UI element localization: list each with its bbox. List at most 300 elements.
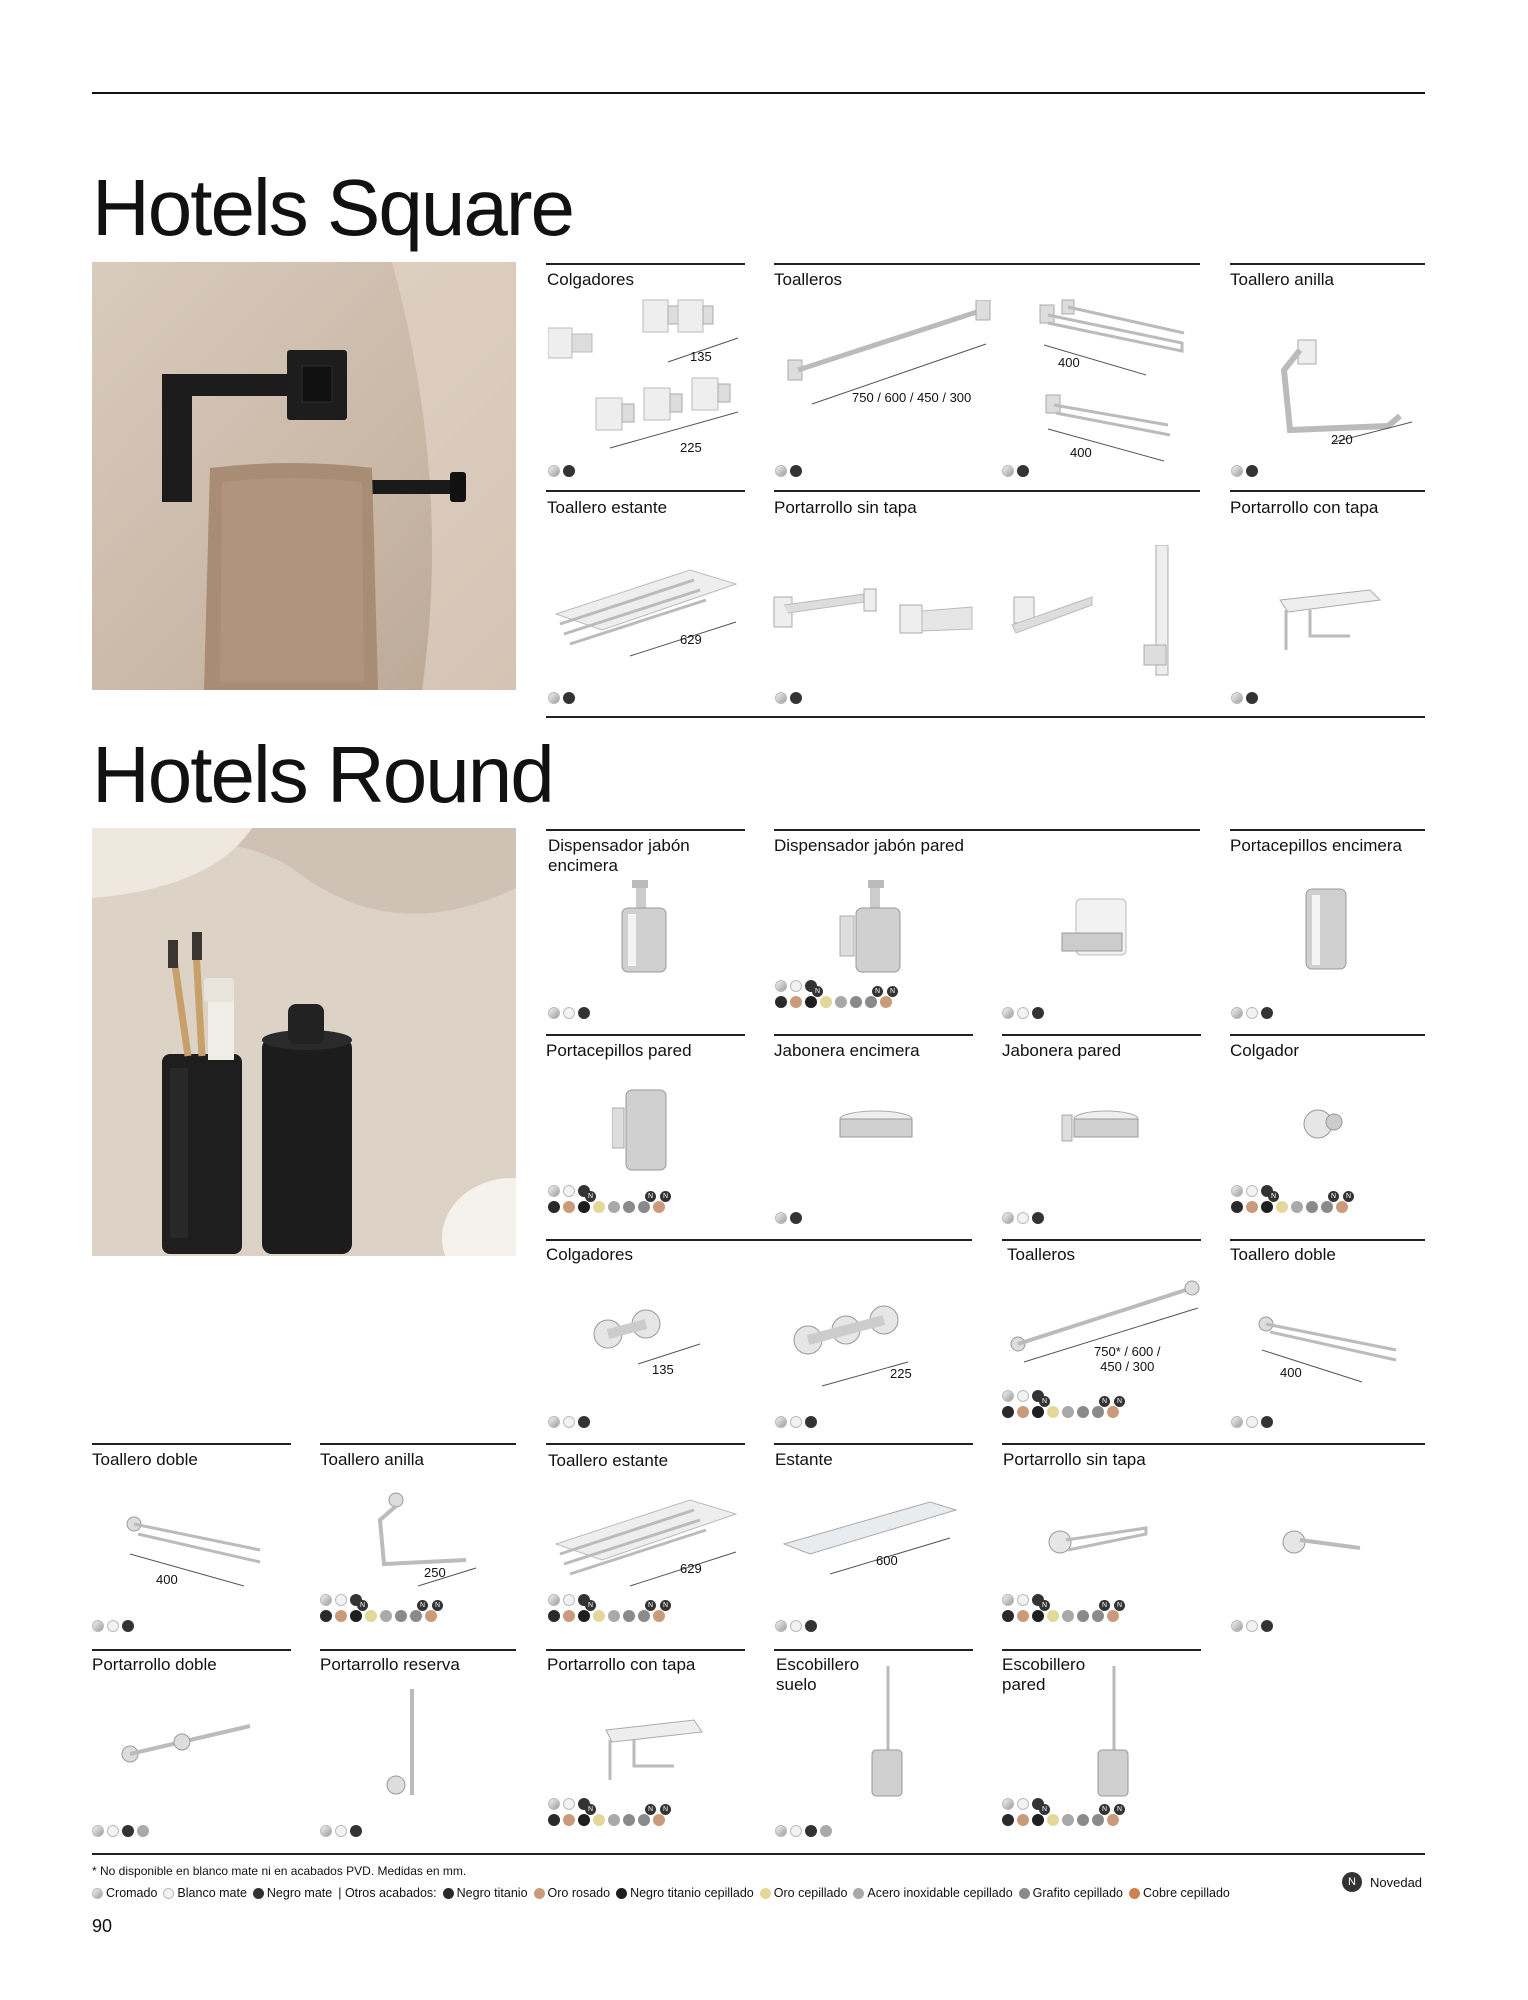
novedad-icon: N [585, 1600, 596, 1611]
finish-swatch [563, 1798, 575, 1810]
finish-swatch [1077, 1814, 1089, 1826]
swatches [548, 692, 575, 704]
dim-toalleros: 750* / 600 / 450 / 300 [1094, 1344, 1161, 1374]
finish-swatch [1062, 1406, 1074, 1418]
rule [546, 1239, 972, 1241]
label-toallero-estante: Toallero estante [548, 1451, 669, 1470]
finish-swatch [775, 996, 787, 1008]
square-roll-lid-image [1270, 580, 1390, 660]
finish-swatch [1002, 1390, 1014, 1402]
finish-swatch [1246, 1620, 1258, 1632]
novedad-icon: N [1114, 1804, 1125, 1815]
finish-swatch [608, 1201, 620, 1213]
finish-swatch [122, 1825, 134, 1837]
finish-swatch [1017, 1610, 1029, 1622]
finish-swatch [350, 1602, 366, 1622]
soap-dispenser-glass-image [1060, 895, 1140, 975]
swatches [775, 692, 802, 704]
finish-swatch [790, 1825, 802, 1837]
finish-swatch [548, 1185, 560, 1197]
finish-swatch [608, 1610, 620, 1622]
round-double-roll-image [120, 1712, 260, 1772]
dim-c2: 225 [680, 440, 702, 455]
finish-swatch [1092, 1806, 1108, 1826]
legend-item [760, 1886, 848, 1900]
swatches [1231, 1416, 1273, 1428]
finish-swatch [638, 1193, 654, 1213]
finish-swatch [1077, 1610, 1089, 1622]
swatches-extended [548, 1798, 669, 1826]
label-colgador: Colgador [1230, 1041, 1299, 1060]
finish-swatch [775, 692, 787, 704]
label-portarrollo-sin-tapa: Portarrollo sin tapa [1003, 1450, 1146, 1469]
dim-colg1: 135 [652, 1362, 674, 1377]
finish-swatch [1231, 1201, 1243, 1213]
round-double-bar-image-2 [120, 1510, 280, 1590]
finish-swatch [775, 1416, 787, 1428]
round-spare-roll-image [384, 1685, 424, 1805]
floor-toilet-brush-image [866, 1660, 906, 1810]
novedad-icon: N [660, 1804, 671, 1815]
finish-swatch [790, 465, 802, 477]
novedad-icon: N [645, 1804, 656, 1815]
label-portarrollo-doble: Portarrollo doble [92, 1655, 217, 1674]
finish-swatch [1246, 1416, 1258, 1428]
label-estante: Estante [775, 1450, 833, 1469]
finish-swatch [1231, 1007, 1243, 1019]
finish-swatch [1017, 1814, 1029, 1826]
dim-t3: 400 [1070, 445, 1092, 460]
page-number: 90 [92, 1916, 113, 1936]
legend-label: Acero inoxidable cepillado [867, 1886, 1013, 1900]
novedad-icon: N [1114, 1396, 1125, 1407]
finish-swatch [534, 1888, 545, 1899]
legend-item [163, 1886, 246, 1900]
label-escob-pared: Escobillero pared [1002, 1655, 1086, 1694]
finish-swatch [548, 1416, 560, 1428]
finish-swatch [1032, 1398, 1048, 1418]
rule [320, 1649, 516, 1651]
dim-tdoble: 400 [1280, 1365, 1302, 1380]
soap-dispenser-counter-image [612, 880, 682, 980]
finish-swatch [608, 1814, 620, 1826]
finish-swatch [1077, 1406, 1089, 1418]
finish-swatch [563, 1185, 575, 1197]
finish-swatch [790, 1416, 802, 1428]
finish-swatch [1231, 1416, 1243, 1428]
finish-swatch [563, 1594, 575, 1606]
finish-swatch [548, 465, 560, 477]
finish-swatch [1306, 1201, 1318, 1213]
square-shelf-image [550, 560, 740, 660]
finish-swatch [1246, 1007, 1258, 1019]
rule [546, 1649, 745, 1651]
finish-swatch [425, 1602, 441, 1622]
soap-dish-counter-image [836, 1105, 916, 1155]
legend-label: Oro rosado [547, 1886, 611, 1900]
finish-swatch [1092, 1602, 1108, 1622]
finish-swatch [563, 1416, 575, 1428]
dim-estante: 600 [876, 1553, 898, 1568]
legend-separator: | Otros acabados: [338, 1886, 437, 1900]
finish-swatch [1261, 1620, 1273, 1632]
swatches-extended [1231, 1185, 1352, 1213]
label-toallero-anilla: Toallero anilla [320, 1450, 424, 1469]
finish-swatch [107, 1620, 119, 1632]
legend-item [443, 1886, 528, 1900]
finish-swatch [1002, 1594, 1014, 1606]
finish-swatch [380, 1610, 392, 1622]
round-hooks-image [590, 1290, 910, 1390]
finish-swatch [395, 1610, 407, 1622]
soap-dish-wall-image [1060, 1105, 1140, 1155]
finish-swatch [1002, 1814, 1014, 1826]
novedad-icon: N [812, 986, 823, 997]
finish-swatch [92, 1888, 103, 1899]
rule [546, 1443, 745, 1445]
finish-swatch [548, 1610, 560, 1622]
dim-anilla: 250 [424, 1565, 446, 1580]
finish-swatch [1062, 1814, 1074, 1826]
finish-swatch [1261, 1193, 1277, 1213]
toothbrush-holder-wall-image [612, 1088, 672, 1174]
rule [546, 716, 1425, 718]
top-rule [92, 92, 1425, 94]
square-roll-holders-image [772, 545, 1212, 685]
finish-swatch [1017, 465, 1029, 477]
finish-swatch [1017, 1406, 1029, 1418]
swatches [775, 1212, 802, 1224]
finish-swatch [578, 1416, 590, 1428]
finish-swatch [1002, 1406, 1014, 1418]
finish-swatch [163, 1888, 174, 1899]
finish-swatch [92, 1620, 104, 1632]
swatches [775, 1416, 817, 1428]
finish-swatch [1032, 1007, 1044, 1019]
finish-swatch [1047, 1610, 1059, 1622]
rule [92, 1649, 291, 1651]
finish-swatch [1261, 1007, 1273, 1019]
rule [92, 1853, 1425, 1855]
finish-swatch [593, 1814, 605, 1826]
swatches-extended [548, 1185, 669, 1213]
novedad-icon: N [1099, 1396, 1110, 1407]
finish-swatch [548, 1594, 560, 1606]
swatches [92, 1620, 134, 1632]
label-toallero-doble: Toallero doble [1230, 1245, 1336, 1264]
label-portarrollo-reserva: Portarrollo reserva [320, 1655, 460, 1674]
rule [1230, 829, 1425, 831]
finish-swatch [1002, 1212, 1014, 1224]
label-disp-pared: Dispensador jabón pared [774, 836, 964, 855]
swatches [548, 465, 575, 477]
finish-swatch [653, 1193, 669, 1213]
round-shelf-towel-image [550, 1490, 740, 1590]
finish-swatch [1032, 1602, 1048, 1622]
swatches [1231, 1620, 1273, 1632]
swatches [92, 1825, 149, 1837]
finish-swatch [1092, 1398, 1108, 1418]
finish-swatch [1002, 1798, 1014, 1810]
finish-swatch [653, 1602, 669, 1622]
soap-dispenser-wall-image [838, 880, 908, 980]
label-toallero-anilla: Toallero anilla [1230, 270, 1334, 289]
label-disp-encimera: Dispensador jabón encimera [548, 836, 690, 875]
novedad-icon: N [1099, 1600, 1110, 1611]
dim-estante-t: 629 [680, 1561, 702, 1576]
wall-toilet-brush-image [1092, 1660, 1132, 1810]
label-colgadores: Colgadores [547, 270, 634, 289]
novedad-icon: N [1039, 1396, 1050, 1407]
finish-swatch [563, 1814, 575, 1826]
swatches [1002, 465, 1029, 477]
rule [546, 263, 745, 265]
finish-swatch [1107, 1806, 1123, 1826]
novedad-icon: N [1039, 1600, 1050, 1611]
finish-swatch [805, 1825, 817, 1837]
finish-swatch [790, 692, 802, 704]
finish-swatch [1336, 1193, 1352, 1213]
finish-swatch [638, 1602, 654, 1622]
legend-label: Negro mate [266, 1886, 333, 1900]
finish-swatch [563, 1201, 575, 1213]
finish-legend [92, 1886, 1230, 1900]
label-jabonera-encimera: Jabonera encimera [774, 1041, 920, 1060]
finish-swatch [853, 1888, 864, 1899]
finish-swatch [1291, 1201, 1303, 1213]
finish-swatch [790, 1212, 802, 1224]
rule [546, 490, 745, 492]
swatches [1231, 465, 1258, 477]
novedad-badge [1342, 1872, 1422, 1892]
finish-swatch [443, 1888, 454, 1899]
swatches-extended [775, 980, 896, 1008]
swatches [1002, 1212, 1044, 1224]
finish-swatch [1017, 1007, 1029, 1019]
finish-swatch [805, 1620, 817, 1632]
rule [1230, 1034, 1425, 1036]
rule [1230, 263, 1425, 265]
label-escob-suelo: Escobillero suelo [776, 1655, 860, 1694]
finish-swatch [760, 1888, 771, 1899]
finish-swatch [1231, 692, 1243, 704]
legend-label: Cromado [106, 1886, 158, 1900]
finish-swatch [320, 1594, 332, 1606]
finish-swatch [775, 1620, 787, 1632]
finish-swatch [563, 1610, 575, 1622]
finish-swatch [1019, 1888, 1030, 1899]
legend-label: Blanco mate [177, 1886, 247, 1900]
finish-swatch [790, 996, 802, 1008]
legend-item [853, 1886, 1012, 1900]
finish-swatch [1017, 1594, 1029, 1606]
finish-swatch [578, 1806, 594, 1826]
finish-swatch [593, 1201, 605, 1213]
section-title-round: Hotels Round [92, 730, 553, 819]
rule [320, 1443, 516, 1445]
novedad-icon: N [1039, 1804, 1050, 1815]
finish-swatch [137, 1825, 149, 1837]
square-double-bar-image [1034, 295, 1194, 465]
finish-swatch [1246, 1185, 1258, 1197]
finish-swatch [616, 1888, 627, 1899]
label-toallero-doble: Toallero doble [92, 1450, 198, 1469]
rule [546, 829, 745, 831]
novedad-icon: N [887, 986, 898, 997]
finish-swatch [1246, 692, 1258, 704]
square-hooks-image [548, 280, 748, 450]
finish-swatch [563, 1007, 575, 1019]
rule [1230, 1239, 1425, 1241]
swatches [775, 1620, 817, 1632]
finish-swatch [775, 980, 787, 992]
finish-swatch [548, 1201, 560, 1213]
finish-swatch [1017, 1212, 1029, 1224]
toothbrush-holder-counter-image [1302, 885, 1352, 975]
legend-item [534, 1886, 611, 1900]
legend-item [616, 1886, 754, 1900]
rule [546, 1034, 745, 1036]
swatches [1231, 1007, 1273, 1019]
legend-label: Oro cepillado [773, 1886, 848, 1900]
rule [1002, 1034, 1201, 1036]
dim-c1: 135 [690, 349, 712, 364]
finish-swatch [1107, 1602, 1123, 1622]
novedad-icon: N [645, 1600, 656, 1611]
finish-swatch [548, 1798, 560, 1810]
finish-swatch [1261, 1416, 1273, 1428]
label-toalleros: Toalleros [774, 270, 843, 289]
finish-swatch [1002, 1007, 1014, 1019]
round-double-bar-image [1250, 1310, 1410, 1390]
finish-swatch [548, 1007, 560, 1019]
novedad-icon: N [660, 1600, 671, 1611]
finish-swatch [653, 1806, 669, 1826]
legend-label: Grafito cepillado [1032, 1886, 1123, 1900]
rule [774, 1034, 973, 1036]
swatches-extended [548, 1594, 669, 1622]
finish-swatch [623, 1201, 635, 1213]
swatches [1231, 692, 1258, 704]
rule [92, 1443, 291, 1445]
rule [774, 1649, 973, 1651]
rule [1002, 1239, 1201, 1241]
dim-colg2: 225 [890, 1366, 912, 1381]
footnote: * No disponible en blanco mate ni en acabados PVD. Medidas en mm. [92, 1864, 467, 1878]
finish-swatch [593, 1610, 605, 1622]
finish-swatch [92, 1825, 104, 1837]
finish-swatch [1062, 1610, 1074, 1622]
swatches [775, 465, 802, 477]
rule [774, 829, 1200, 831]
finish-swatch [578, 1193, 594, 1213]
legend-item [1019, 1886, 1123, 1900]
finish-swatch [865, 988, 881, 1008]
legend-item [92, 1886, 157, 1900]
swatches-extended [1002, 1798, 1123, 1826]
novedad-icon: N [417, 1600, 428, 1611]
novedad-icon: N [1328, 1191, 1339, 1202]
rule [774, 1443, 973, 1445]
finish-swatch [1017, 1390, 1029, 1402]
finish-swatch [1246, 1201, 1258, 1213]
finish-swatch [623, 1610, 635, 1622]
novedad-icon: N [872, 986, 883, 997]
finish-swatch [790, 980, 802, 992]
novedad-label: Novedad [1370, 1874, 1423, 1890]
finish-swatch [578, 1007, 590, 1019]
finish-swatch [563, 692, 575, 704]
label-portarrollo-sin-tapa: Portarrollo sin tapa [774, 498, 917, 517]
swatches [548, 1416, 590, 1428]
finish-swatch [548, 692, 560, 704]
finish-swatch [1047, 1406, 1059, 1418]
finish-swatch [850, 996, 862, 1008]
novedad-icon: N [645, 1191, 656, 1202]
novedad-icon: N [1268, 1191, 1279, 1202]
round-glass-shelf-image [780, 1500, 960, 1580]
round-roll-holder-image-2 [1280, 1520, 1370, 1570]
rule [774, 490, 1200, 492]
finish-swatch [805, 1416, 817, 1428]
novedad-icon: N [357, 1600, 368, 1611]
finish-swatch [1129, 1888, 1140, 1899]
novedad-icon: N [1342, 1872, 1362, 1892]
finish-swatch [1231, 1185, 1243, 1197]
finish-swatch [1047, 1814, 1059, 1826]
finish-swatch [638, 1806, 654, 1826]
round-toothbrush-photo [92, 828, 516, 1256]
novedad-icon: N [432, 1600, 443, 1611]
finish-swatch [335, 1825, 347, 1837]
finish-swatch [1032, 1212, 1044, 1224]
finish-swatch [805, 988, 821, 1008]
finish-swatch [1246, 465, 1258, 477]
novedad-icon: N [585, 1191, 596, 1202]
label-toalleros: Toalleros [1007, 1245, 1076, 1264]
dim-t1: 750 / 600 / 450 / 300 [852, 390, 972, 405]
finish-swatch [880, 988, 896, 1008]
legend-label: Cobre cepillado [1142, 1886, 1230, 1900]
dim-estante: 629 [680, 632, 702, 647]
legend-item [253, 1886, 332, 1900]
finish-swatch [578, 1602, 594, 1622]
legend-label: Negro titanio [456, 1886, 528, 1900]
round-roll-holder-image [1046, 1520, 1156, 1570]
dim-t2: 400 [1058, 355, 1080, 370]
finish-swatch [835, 996, 847, 1008]
finish-swatch [775, 1212, 787, 1224]
novedad-icon: N [660, 1191, 671, 1202]
label-portarrollo-con-tapa: Portarrollo con tapa [1230, 498, 1379, 517]
label-portarrollo-con-tapa: Portarrollo con tapa [547, 1655, 696, 1674]
finish-swatch [335, 1594, 347, 1606]
label-portacep-encimera: Portacepillos encimera [1230, 836, 1402, 855]
finish-swatch [775, 1825, 787, 1837]
dim-tdoble2: 400 [156, 1572, 178, 1587]
swatches [320, 1825, 362, 1837]
finish-swatch [335, 1610, 347, 1622]
square-towel-ring-photo [92, 262, 516, 690]
finish-swatch [320, 1610, 332, 1622]
finish-swatch [1002, 1610, 1014, 1622]
finish-swatch [1231, 465, 1243, 477]
swatches-extended [320, 1594, 441, 1622]
label-colgadores: Colgadores [546, 1245, 633, 1264]
swatches-extended [1002, 1594, 1123, 1622]
finish-swatch [107, 1825, 119, 1837]
finish-swatch [1002, 465, 1014, 477]
